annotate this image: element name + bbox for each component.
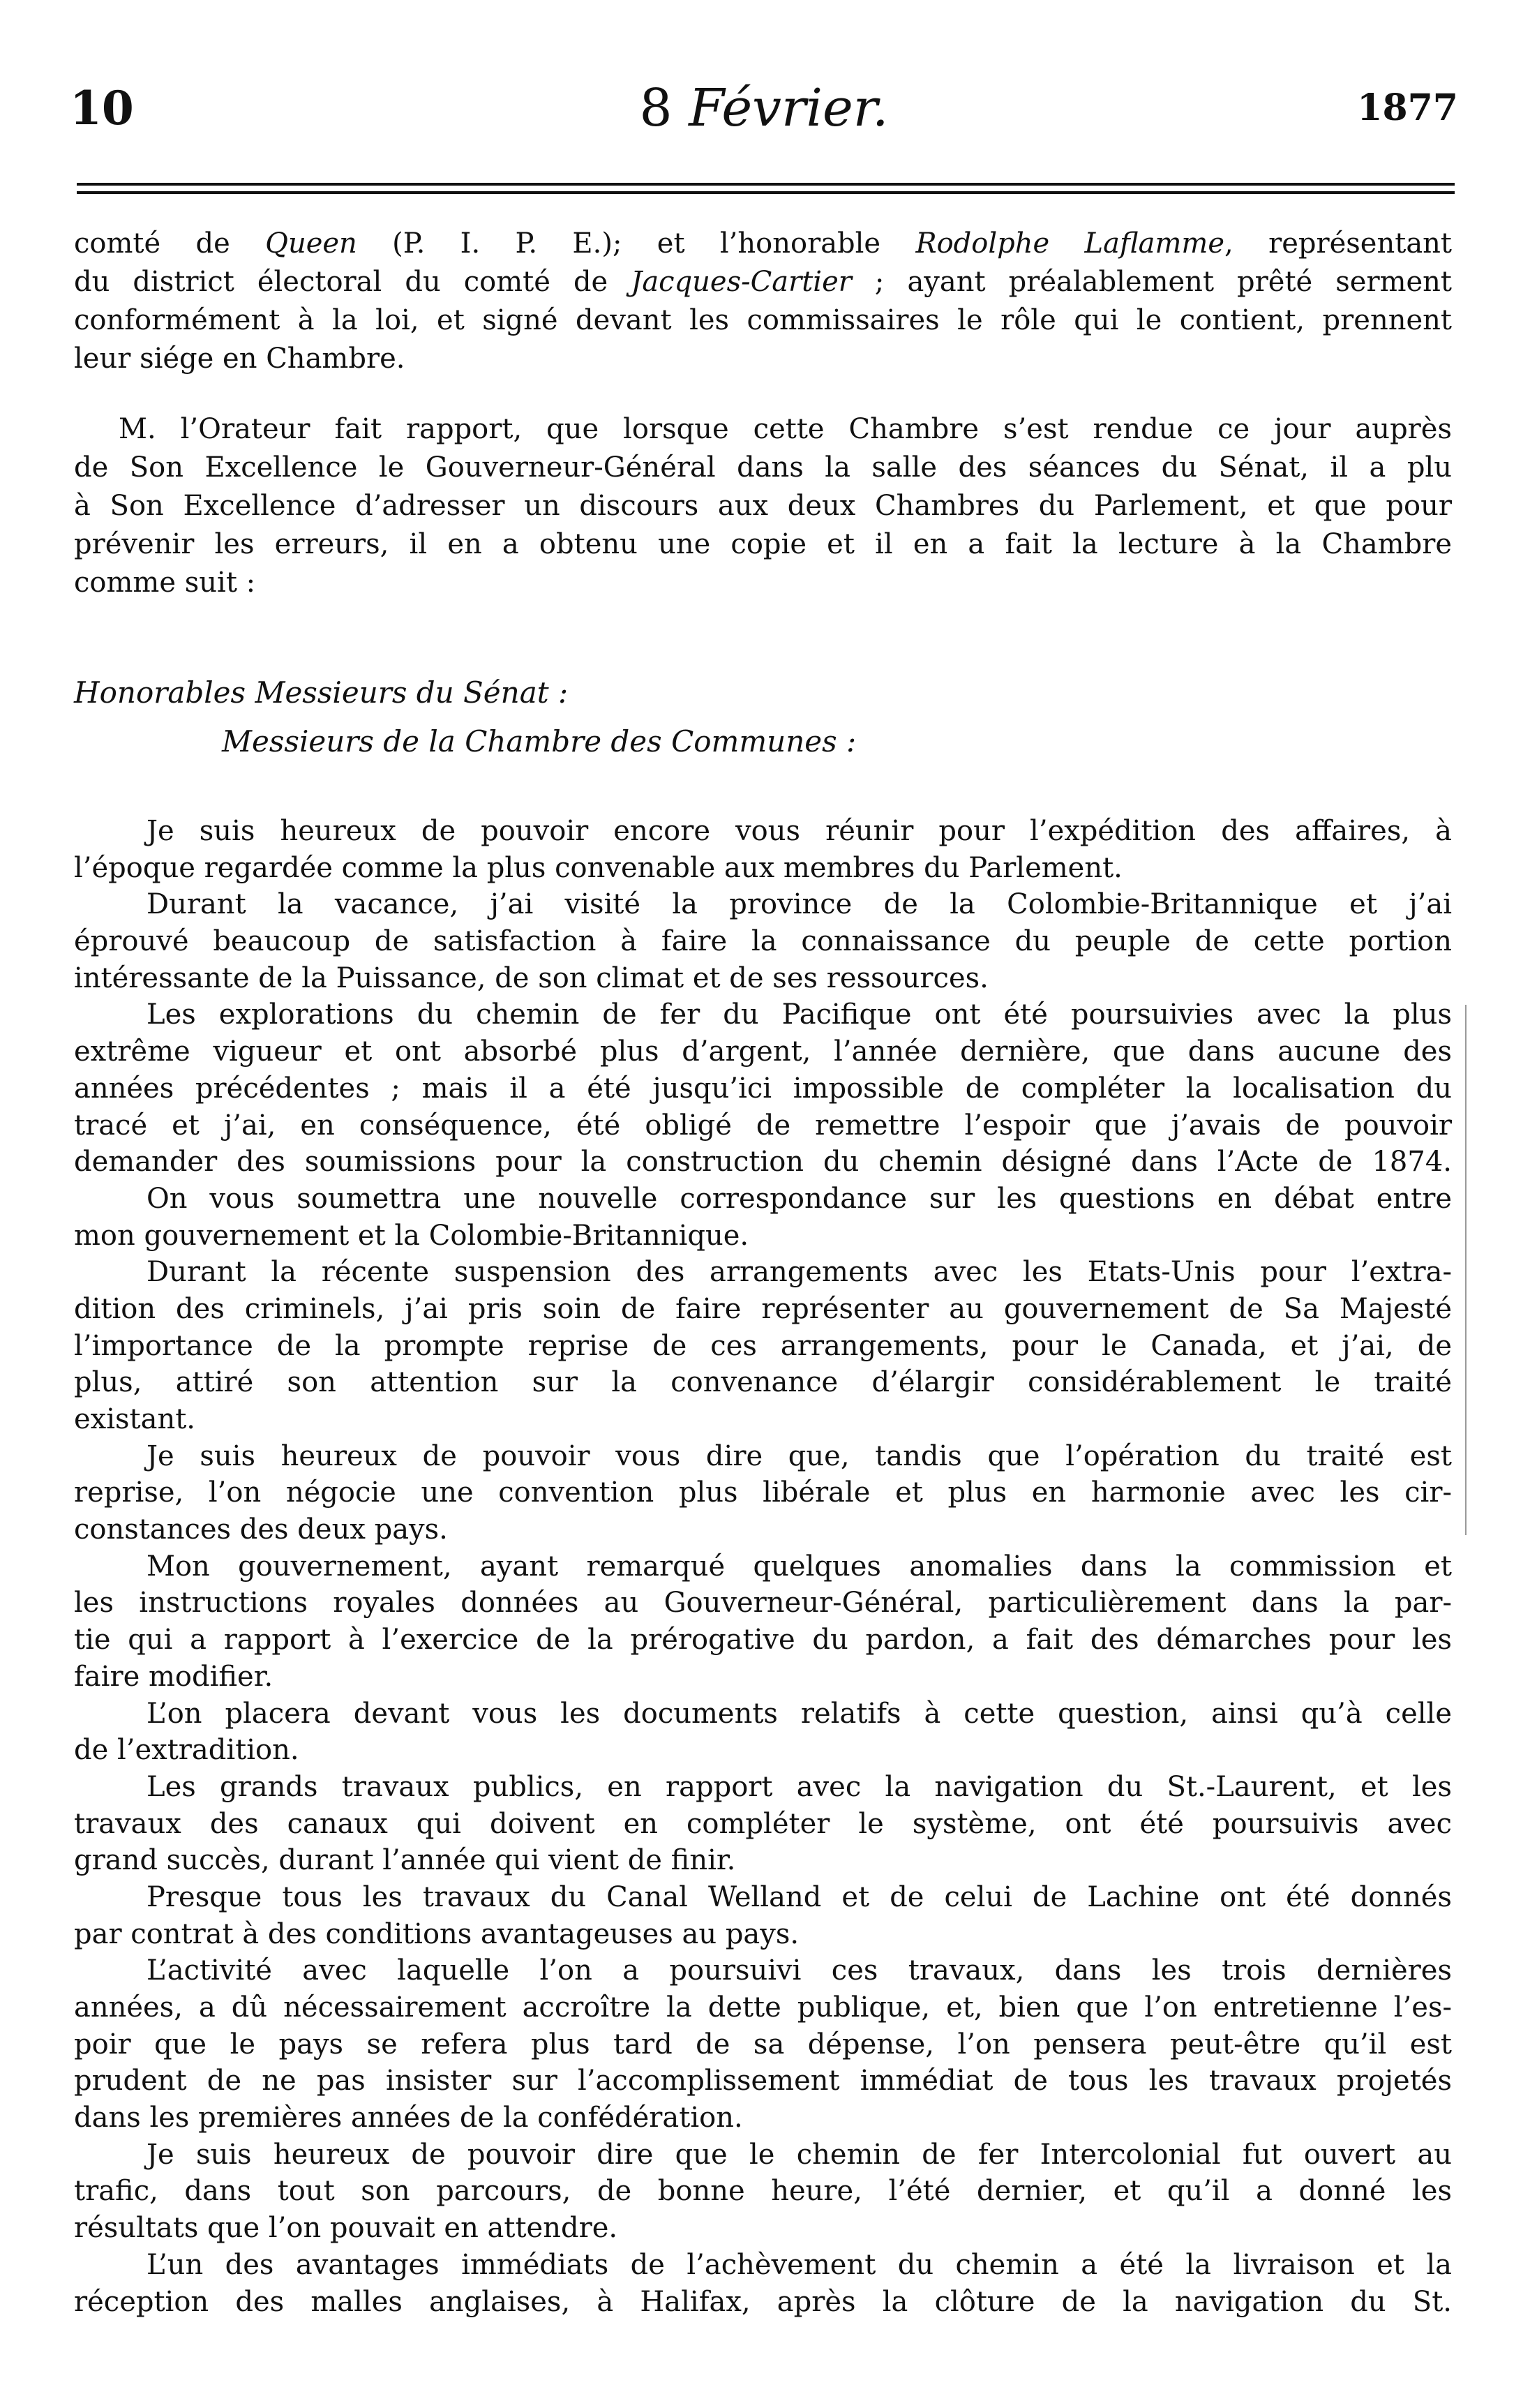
text-line: Presque tous les travaux du Canal Welland et de celui de Lachine ont été donnés [147, 1880, 1452, 1913]
text-line: Les explorations du chemin de fer du Pacifique ont été poursuivies avec la plus [147, 999, 1452, 1031]
page-header [70, 70, 1458, 147]
text-line: plus, attiré son attention sur la convenance d’élargir considérablement le traité [74, 1366, 1452, 1399]
text-line: éprouvé beaucoup de satisfaction à faire la connaissance du peuple de cette portion [74, 925, 1452, 958]
text-line: prévenir les erreurs, il en a obtenu une copie et il en a fait la lecture à la Chambre [74, 528, 1452, 560]
date-day: 8 [639, 78, 673, 138]
text-line: constances des deux pays. [74, 1513, 448, 1546]
text-line: L’activité avec laquelle l’on a poursuivi ces travaux, dans les trois dernières [147, 1954, 1452, 1987]
text-line: Mon gouvernement, ayant remarqué quelques anomalies dans la commission et [147, 1550, 1452, 1583]
text-line: Durant la récente suspension des arrangements avec les Etats-Unis pour l’extra- [147, 1256, 1452, 1289]
text-line: Durant la vacance, j’ai visité la province de la Colombie-Britannique et j’ai [147, 888, 1452, 921]
text-line: les instructions royales données au Gouverneur-Général, particulièrement dans la par- [74, 1587, 1452, 1620]
text-line: dans les premières années de la confédération. [74, 2102, 743, 2134]
text-line: leur siége en Chambre. [74, 343, 405, 375]
text-line: On vous soumettra une nouvelle correspondance sur les questions en débat entre [147, 1182, 1452, 1215]
page-year: 1877 [1357, 87, 1458, 129]
speech-from-throne [74, 813, 1452, 2320]
text-line: l’importance de la prompte reprise de ces arrangements, pour le Canada, et j’ai, de [74, 1329, 1452, 1362]
text-line: trafic, dans tout son parcours, de bonne heure, l’été dernier, et qu’il a donné les [74, 2175, 1452, 2208]
margin-rule [1465, 1005, 1467, 1535]
text-line: extrême vigueur et ont absorbé plus d’argent, l’année dernière, que dans aucune des [74, 1035, 1452, 1068]
page-number: 10 [70, 81, 134, 135]
salutation-senate: Honorables Messieurs du Sénat : [74, 675, 569, 710]
text-line: réception des malles anglaises, à Halifax, après la clôture de la navigation du St. [74, 2285, 1452, 2318]
text-line: à Son Excellence d’adresser un discours aux deux Chambres du Parlement, et que pour [74, 490, 1452, 522]
text-line: tie qui a rapport à l’exercice de la prérogative du pardon, a fait des démarches pour les [74, 1624, 1452, 1657]
text-line: années précédentes ; mais il a été jusqu’ici impossible de compléter la localisation du [74, 1072, 1452, 1105]
text-line: prudent de ne pas insister sur l’accomplissement immédiat de tous les travaux projetés [74, 2065, 1452, 2097]
text-line: reprise, l’on négocie une convention plus libérale et plus en harmonie avec les cir- [74, 1476, 1452, 1509]
body-text [74, 225, 1452, 2320]
text-line: tracé et j’ai, en conséquence, été obligé de remettre l’espoir que j’avais de pouvoir [74, 1109, 1452, 1142]
text-line: existant. [74, 1403, 196, 1435]
text-line: comme suit : [74, 567, 256, 599]
text-line: travaux des canaux qui doivent en compléter le système, ont été poursuivis avec [74, 1807, 1452, 1840]
page-date [70, 70, 1458, 147]
text-line: Je suis heureux de pouvoir vous dire que, tandis que l’opération du traité est [147, 1439, 1452, 1472]
text-line: l’époque regardée comme la plus convenable aux membres du Parlement. [74, 851, 1123, 884]
salutation-commons: Messieurs de la Chambre des Communes : [222, 724, 857, 758]
header-rule-top [77, 183, 1455, 186]
text-line: résultats que l’on pouvait en attendre. [74, 2212, 618, 2245]
date-month: Février. [689, 78, 889, 138]
text-line: du district électoral du comté de Jacques-Cartier ; ayant préalablement prêté serment [74, 266, 1453, 298]
text-line: de Son Excellence le Gouverneur-Général dans la salle des séances du Sénat, il a plu [74, 451, 1452, 484]
paragraph-speaker-report [74, 410, 1452, 602]
text-line: de l’extradition. [74, 1734, 299, 1767]
text-line: demander des soumissions pour la construction du chemin désigné dans l’Acte de 1874. [74, 1146, 1452, 1179]
text-line: comté de Queen (P. I. P. E.); et l’honorable Rodolphe Laflamme, représentant [74, 227, 1452, 260]
text-line: L’on placera devant vous les documents relatifs à cette question, ainsi qu’à celle [147, 1697, 1452, 1730]
text-line: Les grands travaux publics, en rapport avec la navigation du St.-Laurent, et les [147, 1770, 1452, 1803]
text-line: conformément à la loi, et signé devant les commissaires le rôle qui le contient, prennent [74, 304, 1452, 336]
text-line: par contrat à des conditions avantageuses au pays. [74, 1917, 800, 1950]
text-line: années, a dû nécessairement accroître la dette publique, et, bien que l’on entretienne l’es- [74, 1991, 1452, 2024]
text-line: faire modifier. [74, 1660, 273, 1693]
text-line: L’un des avantages immédiats de l’achèvement du chemin a été la livraison et la [147, 2248, 1452, 2281]
text-line: Je suis heureux de pouvoir dire que le chemin de fer Intercolonial fut ouvert au [147, 2138, 1452, 2171]
text-line: grand succès, durant l’année qui vient de finir. [74, 1844, 736, 1877]
text-line: dition des criminels, j’ai pris soin de faire représenter au gouvernement de Sa Majesté [74, 1292, 1452, 1325]
text-line: Je suis heureux de pouvoir encore vous réunir pour l’expédition des affaires, à [147, 815, 1452, 847]
paragraph-members [74, 225, 1452, 378]
text-line: intéressante de la Puissance, de son climat et de ses ressources. [74, 962, 989, 994]
text-line: poir que le pays se refera plus tard de sa dépense, l’on pensera peut-être qu’il est [74, 2028, 1452, 2061]
text-line: M. l’Orateur fait rapport, que lorsque cette Chambre s’est rendue ce jour auprès [119, 413, 1452, 445]
text-line: mon gouvernement et la Colombie-Britannique. [74, 1219, 749, 1252]
header-rule-bottom [77, 191, 1455, 194]
